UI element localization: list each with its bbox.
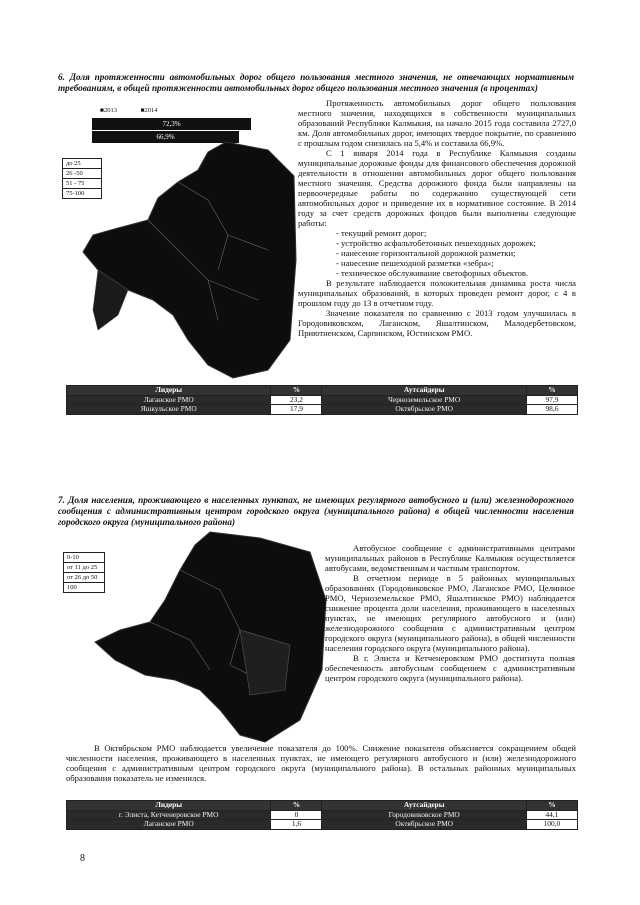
col-outsiders: Аутсайдеры — [322, 801, 526, 811]
col-leaders: Лидеры — [67, 801, 271, 811]
table-cell: Городовиковское РМО — [322, 810, 526, 820]
table-cell: Яшкульское РМО — [67, 405, 271, 415]
map-legend-item: до 25 — [63, 159, 101, 169]
section-7-full-text — [66, 743, 576, 783]
table-cell: 98,6 — [526, 405, 577, 415]
col-percent: % — [526, 386, 577, 396]
col-percent: % — [271, 386, 322, 396]
paragraph: Значение показателя по сравнению с 2013 годом улучшилась в Городовиковском, Лаганском, Яшалтинском, Малодербетовском, Приютненском, Сарпинском, Юстинском РМО. — [298, 308, 576, 338]
legend-label-2014: 2014 — [144, 107, 158, 114]
leaders-table-bus — [66, 800, 578, 830]
map-legend-item: 75-100 — [66, 190, 85, 197]
map-legend-item: 0-10 — [64, 553, 104, 563]
table-cell: Октябрьское РМО — [322, 405, 526, 415]
section-7-text — [325, 543, 575, 683]
list-item: - устройство асфальтобетонных пешеходных дорожек; — [336, 238, 536, 248]
bar-label-2014: 66,9% — [156, 133, 175, 141]
table-header-row — [67, 386, 578, 396]
table-header-row — [67, 801, 578, 811]
works-list — [298, 228, 576, 278]
paragraph: С 1 января 2014 года в Республике Калмыкия созданы муниципальные дорожные фонды для финансового обеспечения дорожной деятельности в отношении автомобильных дорог общего пользования местного значения. Средства дорожного фонда были направлены на первоочередные работы по содержанию существующей сети автомобильных дорог и приведение их в нормативное состояние. В 2014 году за счет средств дорожных фондов были выполнены следующие работы: — [298, 148, 576, 228]
bar-label-2013: 72,3% — [162, 120, 181, 128]
table-cell: 100,0 — [526, 820, 577, 830]
table-row — [67, 820, 578, 830]
section-6-text — [298, 98, 576, 338]
table-cell: Лаганское РМО — [67, 395, 271, 405]
legend-label-2013: 2013 — [103, 107, 117, 114]
map-legend-item: 100 — [67, 584, 77, 591]
table-cell: Лаганское РМО — [67, 820, 271, 830]
list-item: - нанесение горизонтальной дорожной разметки; — [336, 248, 516, 258]
paragraph: В Октябрьском РМО наблюдается увеличение показателя до 100%. Снижение показателя объясняется сокращением общей численности населения, проживающего в населенных пунктах, не имеющего регулярного автобусного и (или) железнодорожного сообщения с административным центром городского округа (муниципального района). В остальных районных муниципальных образования показатель не изменился. — [66, 743, 576, 783]
map-legend-bus — [63, 552, 105, 593]
table-cell: 97,9 — [526, 395, 577, 405]
leaders-table-roads — [66, 385, 578, 415]
list-item: - техническое обслуживание светофорных объектов. — [336, 268, 529, 278]
paragraph: В г. Элиста и Кетченеровском РМО достигнута полная обеспеченность автобусным сообщением с административным центром городского округа (муниципального района). — [325, 653, 575, 683]
section-7-heading: 7. Доля населения, проживающего в населенных пунктах, не имеющих регулярного автобусного и (или) железнодорожного сообщения с административным центром городского округа (муниципального района) в общей численности населения городского округа (муниципального района) — [58, 495, 574, 527]
map-legend-item: 26 -50 — [63, 169, 101, 179]
chart-legend — [100, 107, 158, 114]
section-6-heading: 6. Доля протяженности автомобильных дорог общего пользования местного значения, не отвечающих нормативным требованиям, в общей протяженности автомобильных дорог общего пользования местного значения (в процентах) — [58, 72, 574, 93]
table-cell: 0 — [271, 810, 322, 820]
table-cell: г. Элиста, Кетченеровское РМО — [67, 810, 271, 820]
page-number: 8 — [80, 853, 85, 864]
table-row — [67, 405, 578, 415]
table-cell: 1,6 — [271, 820, 322, 830]
col-leaders: Лидеры — [67, 386, 271, 396]
paragraph: В результате наблюдается положительная динамика роста числа муниципальных образований, в которых проведен ремонт дорог, с 4 в прошлом году до 13 в отчетном году. — [298, 278, 576, 308]
paragraph: Протяженность автомобильных дорог общего пользования местного значения, находящихся в собственности муниципальных образований Республики Калмыкия, на начало 2015 года составила 2727,0 км. Доля автомобильных дорог, имеющих твердое покрытие, по сравнению с прошлым годом снизилась на 5,4% и составила 66,9%. — [298, 98, 576, 148]
list-item: - текущий ремонт дорог; — [336, 228, 427, 238]
table-cell: 44,1 — [526, 810, 577, 820]
legend-marker-2013: ■ — [100, 107, 104, 114]
map-legend-item: от 26 до 50 — [64, 573, 104, 583]
table-cell: Черноземельское РМО — [322, 395, 526, 405]
table-cell: 23,2 — [271, 395, 322, 405]
col-percent: % — [271, 801, 322, 811]
map-legend-item: 51 - 75 — [63, 179, 101, 189]
paragraph: Автобусное сообщение с административными центрами муниципальных районов в Республике Калмыкия осуществляется автобусами, ведомственным и частным транспортом. — [325, 543, 575, 573]
legend-marker-2014: ■ — [140, 107, 145, 114]
col-outsiders: Аутсайдеры — [322, 386, 526, 396]
col-percent: % — [526, 801, 577, 811]
map-legend-roads — [62, 158, 102, 199]
map-legend-item: от 11 до 25 — [64, 563, 104, 573]
table-cell: 17,9 — [271, 405, 322, 415]
table-cell: Октябрьское РМО — [322, 820, 526, 830]
paragraph: В отчетном периоде в 5 районных муниципальных образованиях (Городовиковское РМО, Лаганское РМО, Целинное РМО, Черноземельское РМО, Яшалтинское РМО) наблюдается снижение процента доли населения, проживающего в населенных пунктах, не имеющих регулярного автобусного и (или) железнодорожного сообщения с административным центром городского округа (муниципального района), в общей численности населения городского округа (муниципального района). — [325, 573, 575, 653]
list-item: - нанесение пешеходной разметки «зебра»; — [336, 258, 494, 268]
bar-2013 — [92, 118, 251, 130]
